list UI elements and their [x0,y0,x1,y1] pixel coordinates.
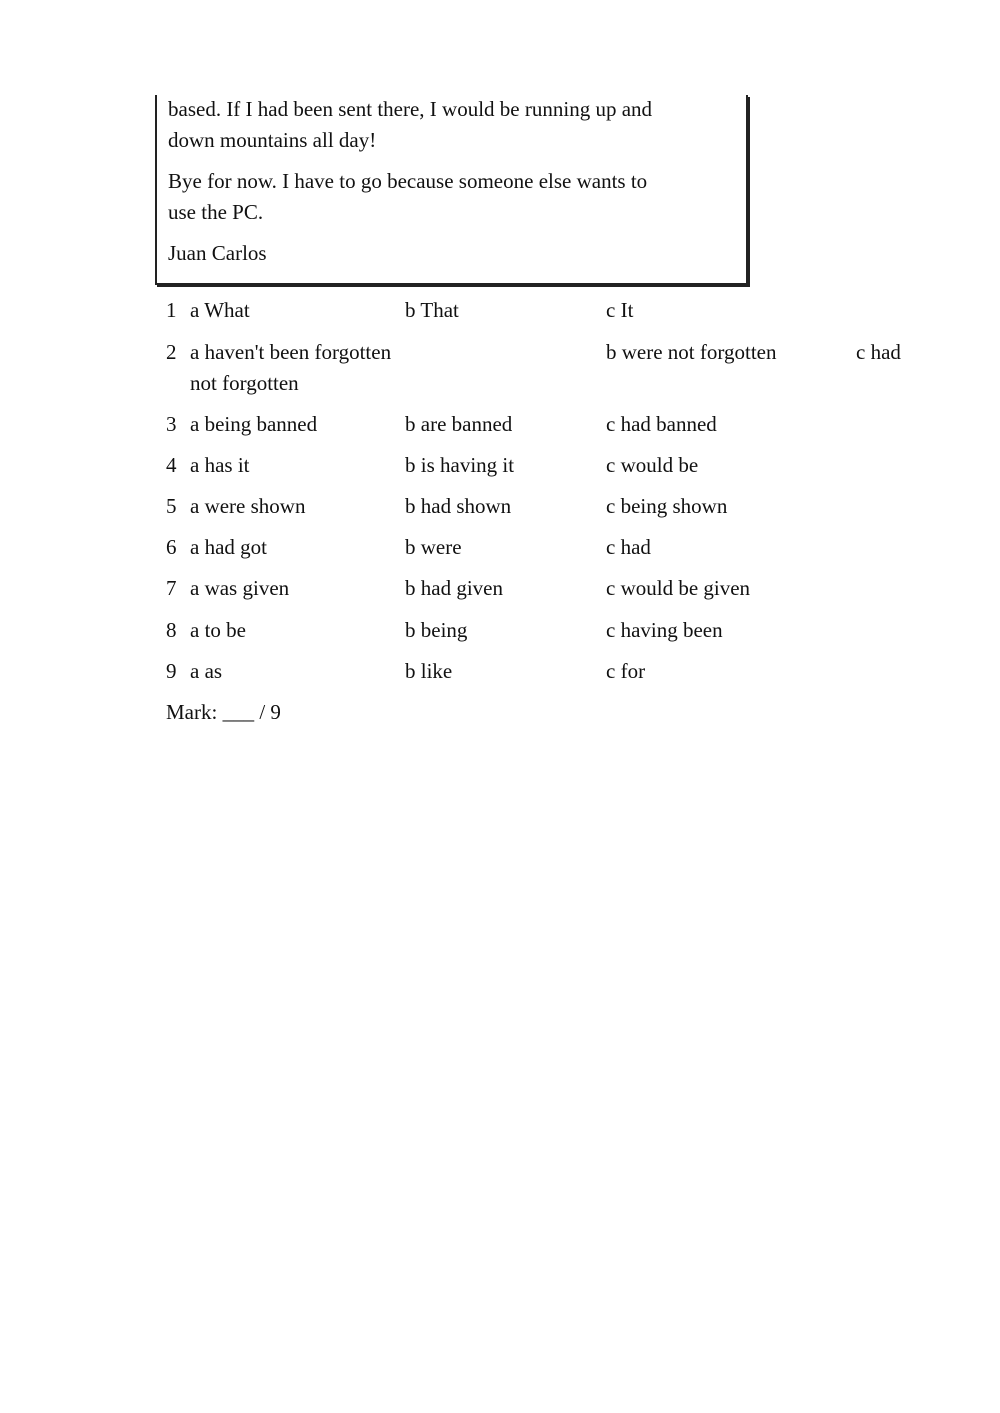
question-number: 4 [166,453,177,477]
letter-line: down mountains all day! [168,128,377,152]
question-number: 7 [166,576,177,600]
option-c: c would be given [606,576,751,600]
question-number: 3 [166,412,177,436]
option-b: b being [405,618,468,642]
option-b: b were [405,535,462,559]
question-number: 2 [166,340,177,364]
letter-line: use the PC. [168,200,264,224]
option-b: b were not forgotten [606,340,777,364]
option-a: a as [190,659,223,683]
letter-box [155,95,748,285]
option-a: a has it [190,453,250,477]
option-a: a were shown [190,494,306,518]
option-a: a What [190,298,250,322]
option-c: c had [606,535,651,559]
option-a: a had got [190,535,267,559]
option-c: c having been [606,618,723,642]
option-b: b are banned [405,412,513,436]
option-c-continued: not forgotten [190,371,299,395]
question-number: 8 [166,618,177,642]
option-a: a to be [190,618,246,642]
option-c: c for [606,659,646,683]
question-number: 1 [166,298,177,322]
option-b: b like [405,659,453,683]
option-b: b That [405,298,459,322]
option-a: a was given [190,576,290,600]
option-b: b had shown [405,494,512,518]
mark-line: Mark: ___ / 9 [166,700,281,724]
question-number: 9 [166,659,177,683]
option-c: c It [606,298,634,322]
letter-line: based. If I had been sent there, I would be running up and [168,97,653,121]
question-number: 6 [166,535,177,559]
option-a: a being banned [190,412,318,436]
option-c: c would be [606,453,699,477]
option-c: c had banned [606,412,717,436]
option-c: c had [856,340,901,364]
option-c: c being shown [606,494,728,518]
option-b: b had given [405,576,503,600]
letter-line: Bye for now. I have to go because someone else wants to [168,169,648,193]
option-a: a haven't been forgotten [190,340,392,364]
option-b: b is having it [405,453,515,477]
letter-signature: Juan Carlos [168,241,267,265]
question-number: 5 [166,494,177,518]
